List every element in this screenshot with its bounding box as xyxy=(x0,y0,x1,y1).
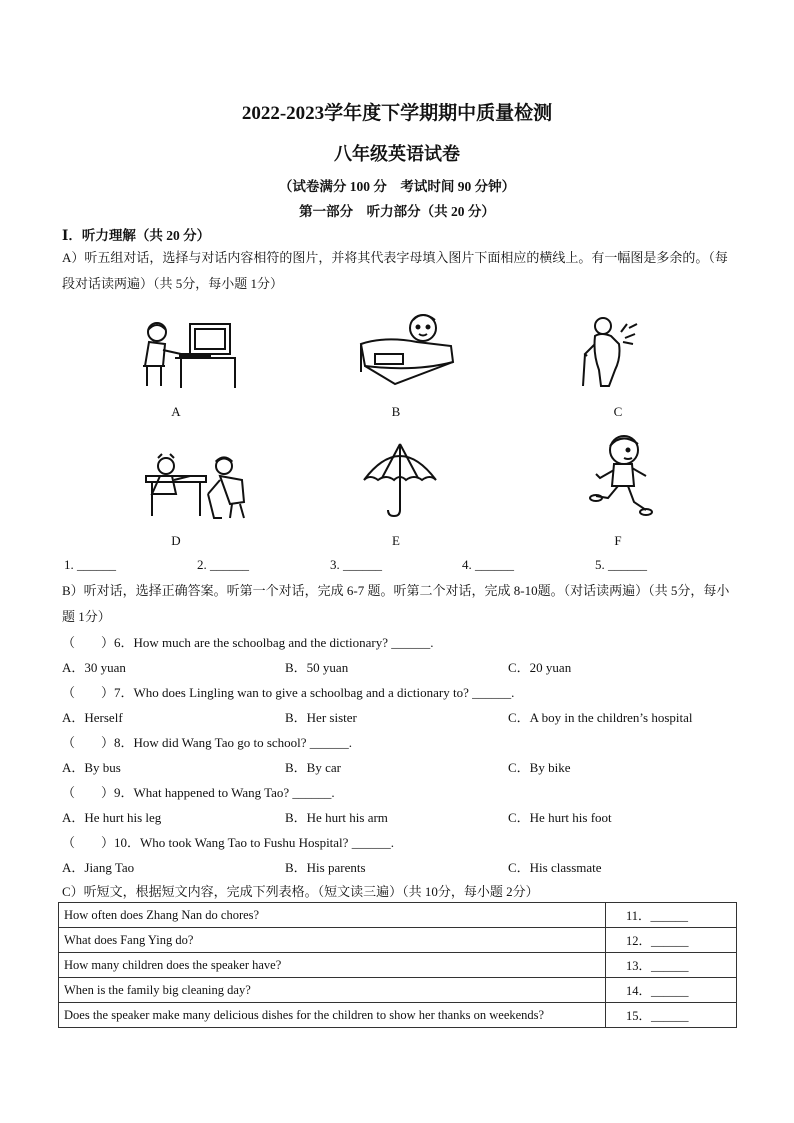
answer-blank-5[interactable]: 5. ______ xyxy=(595,557,647,572)
table-answer[interactable]: 14．______ xyxy=(606,978,737,1003)
table-question: How often does Zhang Nan do chores? xyxy=(59,903,606,928)
option-6a[interactable]: A．30 yuan xyxy=(62,660,126,675)
computer-user-icon xyxy=(135,318,245,390)
table-answer[interactable]: 11．______ xyxy=(606,903,737,928)
part-b-instruction: B）听对话，选择正确答案。听第一个对话，完成 6-7 题。听第二个对话，完成 8-10题。（对话读两遍）（共 5分，每小题 1分） xyxy=(62,583,730,624)
table-answer[interactable]: 15．______ xyxy=(606,1003,737,1028)
option-9b[interactable]: B．He hurt his arm xyxy=(285,810,388,825)
table-question: Does the speaker make many delicious dishes for the children to show her thanks on weekends? xyxy=(59,1003,606,1028)
exam-title: 2022-2023学年度下学期期中质量检测 xyxy=(241,103,553,124)
table-row xyxy=(59,953,737,978)
table-row xyxy=(59,903,737,928)
option-7c[interactable]: C．A boy in the children’s hospital xyxy=(508,710,693,725)
table-question: When is the family big cleaning day? xyxy=(59,978,606,1003)
part-heading: 第一部分 听力部分（共 20 分） xyxy=(299,204,495,219)
option-8a[interactable]: A．By bus xyxy=(62,760,121,775)
exam-info: （试卷满分 100 分 考试时间 90 分钟） xyxy=(278,179,516,194)
section-heading: Ⅰ．听力理解（共 20 分） xyxy=(62,228,211,243)
answer-blank-2[interactable]: 2. ______ xyxy=(197,557,249,572)
question-8: （ ）8．How did Wang Tao go to school? ______. xyxy=(62,735,353,750)
option-8b[interactable]: B．By car xyxy=(285,760,341,775)
option-7b[interactable]: B．Her sister xyxy=(285,710,357,725)
table-question: How many children does the speaker have? xyxy=(59,953,606,978)
picture-label-f: F xyxy=(614,533,622,548)
question-6: （ ）6．How much are the schoolbag and the dictionary? ______. xyxy=(62,635,434,650)
table-row xyxy=(59,978,737,1003)
table-row xyxy=(59,1003,737,1028)
option-7a[interactable]: A．Herself xyxy=(62,710,123,725)
cleaning-table-icon xyxy=(138,450,270,522)
table-answer[interactable]: 13．______ xyxy=(606,953,737,978)
part-a-instruction: A）听五组对话，选择与对话内容相符的图片，并将其代表字母填入图片下面相应的横线上。有一幅图是多余的。（每段对话读两遍）（共 5分，每小题 1分） xyxy=(62,250,728,291)
question-10: （ ）10．Who took Wang Tao to Fushu Hospital? ______. xyxy=(62,835,394,850)
answer-blank-3[interactable]: 3. ______ xyxy=(330,557,382,572)
sick-in-bed-icon xyxy=(355,310,463,388)
picture-label-a: A xyxy=(171,404,181,419)
part-c-table xyxy=(58,902,737,1028)
umbrella-icon xyxy=(360,440,440,518)
option-6c[interactable]: C．20 yuan xyxy=(508,660,572,675)
part-c-instruction: C）听短文，根据短文内容，完成下列表格。（短文读三遍）（共 10分，每小题 2分） xyxy=(62,884,539,899)
table-row xyxy=(59,928,737,953)
answer-blank-1[interactable]: 1. ______ xyxy=(64,557,116,572)
option-9a[interactable]: A．He hurt his leg xyxy=(62,810,162,825)
running-boy-icon xyxy=(588,432,658,520)
option-10b[interactable]: B．His parents xyxy=(285,860,366,875)
option-9c[interactable]: C．He hurt his foot xyxy=(508,810,612,825)
picture-label-b: B xyxy=(391,404,401,419)
question-9: （ ）9．What happened to Wang Tao? ______. xyxy=(62,785,335,800)
option-8c[interactable]: C．By bike xyxy=(508,760,571,775)
back-pain-icon xyxy=(575,314,665,390)
table-answer[interactable]: 12．______ xyxy=(606,928,737,953)
exam-subtitle: 八年级英语试卷 xyxy=(334,144,460,164)
option-10a[interactable]: A．Jiang Tao xyxy=(62,860,135,875)
picture-label-d: D xyxy=(171,533,181,548)
option-6b[interactable]: B．50 yuan xyxy=(285,660,349,675)
picture-label-c: C xyxy=(613,404,623,419)
option-10c[interactable]: C．His classmate xyxy=(508,860,602,875)
answer-blank-4[interactable]: 4. ______ xyxy=(462,557,514,572)
table-question: What does Fang Ying do? xyxy=(59,928,606,953)
question-7: （ ）7．Who does Lingling wan to give a schoolbag and a dictionary to? ______. xyxy=(62,685,515,700)
picture-label-e: E xyxy=(392,533,400,548)
